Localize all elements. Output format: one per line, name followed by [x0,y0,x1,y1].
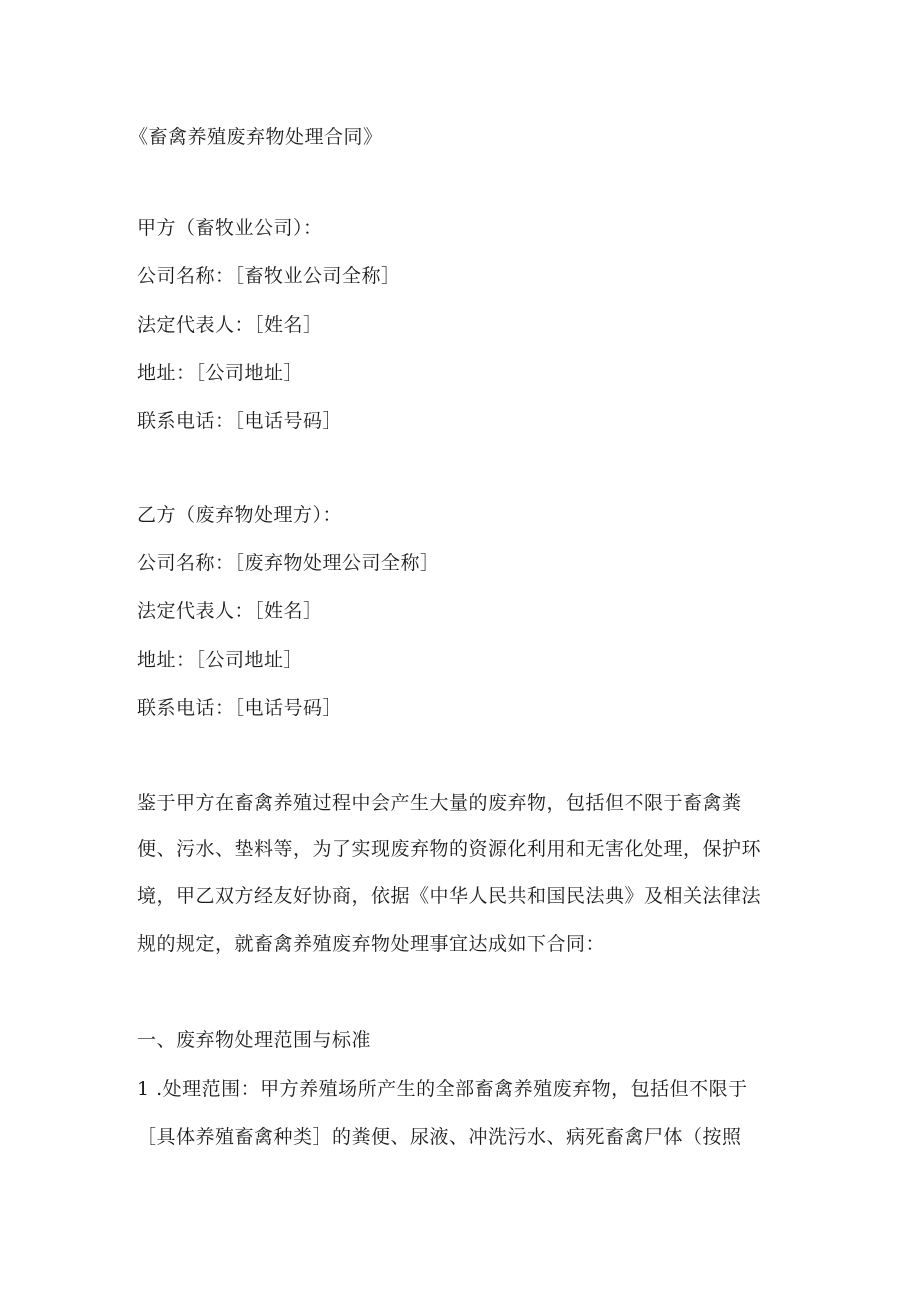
preamble-line-4: 规的规定，就畜禽养殖废弃物处理事宜达成如下合同： [137,933,606,955]
contract-title: 《畜禽养殖废弃物处理合同》 [129,126,383,148]
party-b-phone: 联系电话：［电话号码］ [137,697,343,719]
section-1-heading: 一、废弃物处理范围与标准 [137,1029,372,1051]
party-b-address: 地址：［公司地址］ [137,649,304,671]
party-b-heading: 乙方（废弃物处理方）： [137,504,343,526]
section-1-item-1-line-2: ［具体养殖畜禽种类］的粪便、尿液、冲洗污水、病死畜禽尸体（按照 [137,1126,742,1148]
preamble-line-3: 境，甲乙双方经友好协商，依据《中华人民共和国民法典》及相关法律法 [137,885,762,907]
preamble-line-1: 鉴于甲方在畜禽养殖过程中会产生大量的废弃物，包括但不限于畜禽粪 [137,792,742,814]
party-a-company: 公司名称：［畜牧业公司全称］ [137,265,401,287]
party-b-representative: 法定代表人：［姓名］ [137,600,323,622]
party-b-company: 公司名称：［废弃物处理公司全称］ [137,552,440,574]
party-a-address: 地址：［公司地址］ [137,362,304,384]
preamble-line-2: 便、污水、垫料等，为了实现废弃物的资源化利用和无害化处理，保护环 [137,838,762,860]
party-a-heading: 甲方（畜牧业公司）： [137,217,323,239]
party-a-representative: 法定代表人：［姓名］ [137,314,323,336]
section-1-item-1-line-1: 1 .处理范围：甲方养殖场所产生的全部畜禽养殖废弃物，包括但不限于 [137,1078,748,1100]
party-a-phone: 联系电话：［电话号码］ [137,410,343,432]
